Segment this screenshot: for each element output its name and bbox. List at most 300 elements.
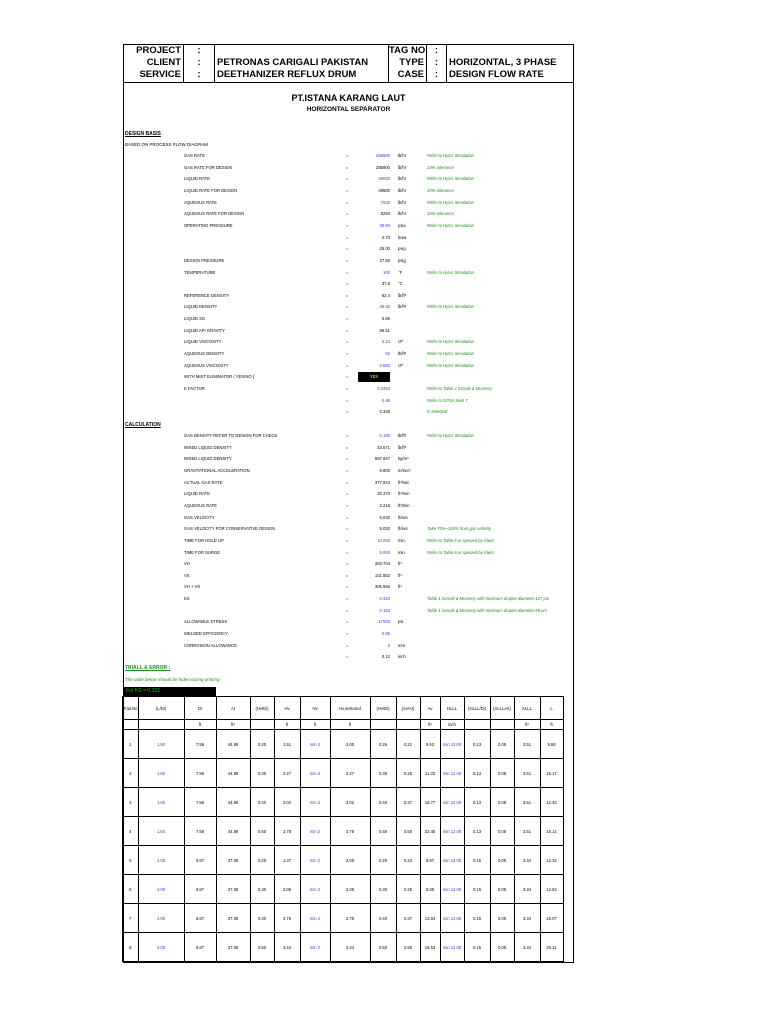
trial-cell: 1 <box>123 730 139 759</box>
trial-header-row <box>123 697 564 720</box>
trial-cell: min 2 <box>300 846 330 875</box>
trial-header-cell <box>490 720 514 730</box>
trial-cell: 6.87 <box>184 904 216 933</box>
design-basis-label: AQUEOUS VISCOSITY <box>184 362 229 368</box>
trial-cell: 12.34 <box>540 846 563 875</box>
trial-cell: 0.30 <box>250 759 274 788</box>
trial-cell: 0.13 <box>464 730 490 759</box>
trial-heading: TRIALL & ERROR : <box>125 665 171 671</box>
design-basis-label: K FACTOR <box>184 386 205 391</box>
design-basis-remark: 10% tolerance <box>427 164 454 170</box>
calculation-value: 697.947 <box>374 456 390 462</box>
design-basis-remark: 10% tolerance <box>427 187 454 193</box>
equals-sign: = <box>346 199 349 205</box>
trial-header-cell: (HLLL/Di) <box>464 697 490 720</box>
trial-cell: 0.08 <box>490 759 514 788</box>
ks-label-bar: For KS = 0.333 <box>124 687 216 696</box>
trial-cell: 2.06 <box>330 875 370 904</box>
design-basis-row <box>124 349 573 359</box>
trial-cell: min 2 <box>300 788 330 817</box>
calculation-unit: ft³/min <box>398 491 410 497</box>
trial-cell: 16.14 <box>540 817 563 846</box>
trial-cell: 2.75 <box>274 904 300 933</box>
calculation-remark: Refer to Table 6 or specied by client <box>427 549 494 555</box>
tag-no-value <box>449 45 573 57</box>
design-basis-note: BASED ON PROCESS FLOW DIAGRAM <box>125 142 209 147</box>
equals-sign: = <box>346 351 349 357</box>
calculation-row <box>124 536 573 546</box>
trial-cell: 2.00 <box>138 933 184 962</box>
equals-sign: = <box>346 304 349 310</box>
calculation-row <box>124 629 573 639</box>
equals-sign: = <box>346 537 349 543</box>
calculation-label: MIXED LIQUID DENSITY <box>184 456 232 462</box>
trial-cell: 5 <box>123 846 139 875</box>
design-basis-row <box>124 233 573 243</box>
calculation-label: GAS VELOCITY <box>184 514 215 520</box>
trial-cell: min 12.00 <box>440 846 464 875</box>
trial-header-cell: ft <box>300 720 330 730</box>
trial-cell: min 2 <box>300 875 330 904</box>
equals-sign: = <box>346 234 349 240</box>
trial-cell: 13.84 <box>420 904 440 933</box>
calculation-value: 0.190 <box>379 433 390 438</box>
trial-cell: 0.09 <box>490 933 514 962</box>
trial-cell: 1.50 <box>138 730 184 759</box>
design-basis-label: GAS RATE <box>184 153 205 158</box>
design-basis-unit: cP <box>398 362 403 368</box>
trial-row <box>123 875 564 904</box>
trial-cell: min 12.00 <box>440 933 464 962</box>
trial-cell: 37.06 <box>216 846 250 875</box>
document-subtitle: HORIZONTAL SEPARATOR <box>306 106 391 113</box>
design-basis-remark: Refer to Hysis Simulation <box>427 199 475 205</box>
trial-cell: 11.33 <box>420 759 440 788</box>
trial-cell: 0.15 <box>464 875 490 904</box>
calculation-value: 5.000 <box>379 549 390 555</box>
trial-cell: 3.44 <box>274 933 300 962</box>
design-basis-remark: Refer to Table 2 Svrcek & Monnery <box>427 386 493 391</box>
equals-sign: = <box>346 386 349 391</box>
trial-cell: 0.20 <box>250 730 274 759</box>
calculation-unit: min. <box>398 537 406 543</box>
trial-header-cell: (L/Di) <box>138 697 184 720</box>
calculation-remark: Table 1 Svrcek & Monnery with minimum droplet diameter 89 μm <box>427 607 547 613</box>
trial-cell: 0.26 <box>370 730 396 759</box>
calculation-label: VH <box>184 561 190 567</box>
trial-cell: min 2 <box>300 730 330 759</box>
trial-cell: 0.15 <box>464 846 490 875</box>
trial-header-cell: Hv <box>300 697 330 720</box>
calculation-label: LIQUID RATE <box>184 491 210 497</box>
calculation-value: 20.370 <box>377 491 390 497</box>
trial-cell: 2.06 <box>274 875 300 904</box>
trial-cell: 0.50 <box>250 933 274 962</box>
trial-header-row <box>123 720 564 730</box>
calculation-value: 377.924 <box>374 479 390 485</box>
trial-header-cell: ft² <box>514 720 540 730</box>
trial-cell: 3.02 <box>274 788 300 817</box>
equals-sign: = <box>346 176 349 182</box>
design-basis-row <box>124 163 573 173</box>
type-label: TYPE <box>399 57 424 68</box>
calculation-value: 0.85 <box>381 631 390 637</box>
trial-cell: 0.13 <box>464 759 490 788</box>
calculation-value: 101.852 <box>374 572 390 578</box>
colon: : <box>434 57 439 68</box>
calculation-value: 9.800 <box>379 467 390 473</box>
client-value: PETRONAS CARIGALI PAKISTAN <box>217 57 369 68</box>
design-basis-value: 0.65 <box>381 316 390 322</box>
trial-cell: 12.42 <box>540 788 563 817</box>
trial-row <box>123 846 564 875</box>
design-basis-label: LIQUID VISCOSITY <box>184 339 222 345</box>
design-basis-row <box>124 186 573 196</box>
trial-header-cell <box>396 720 420 730</box>
trial-cell: 3.51 <box>514 817 540 846</box>
trial-cell: 0.50 <box>396 817 420 846</box>
case-label: CASE <box>397 69 424 80</box>
trial-cell: 3.78 <box>330 817 370 846</box>
design-basis-row <box>124 372 573 382</box>
calculation-row <box>124 594 573 604</box>
design-basis-remark: Refer to Hysis Simulation <box>427 176 475 182</box>
calculation-value: 3 <box>387 642 390 648</box>
calculation-label: ACTUAL GAS RATE <box>184 479 223 485</box>
design-basis-row <box>124 256 573 266</box>
trial-header-cell <box>464 720 490 730</box>
calculation-label: GAS VELOCITY FOR CONSERVATIVE DESIGN <box>184 526 276 532</box>
calculation-unit: ft/sec <box>398 526 409 532</box>
equals-sign: = <box>346 561 349 567</box>
trial-cell: 3.34 <box>514 846 540 875</box>
trial-cell: min 2 <box>300 904 330 933</box>
design-basis-value: 285900 <box>376 153 390 158</box>
design-basis-value: 0.346 <box>379 409 390 415</box>
tag-no-label: TAG NO. <box>389 45 428 56</box>
trial-cell: 0.15 <box>464 904 490 933</box>
calculation-unit: mm <box>398 642 405 648</box>
trial-cell: 3.78 <box>274 817 300 846</box>
calculation-row <box>124 466 573 476</box>
design-basis-value: 25.00 <box>379 246 390 252</box>
trial-cell: 0.15 <box>464 933 490 962</box>
trial-header-cell: ft² <box>420 720 440 730</box>
design-basis-unit: °F <box>398 269 403 275</box>
trial-header-cell: inch <box>440 720 464 730</box>
equals-sign: = <box>346 281 349 287</box>
trial-header-cell: At <box>216 697 250 720</box>
trial-cell: 6.87 <box>184 933 216 962</box>
design-basis-row <box>124 326 573 336</box>
trial-row <box>123 933 564 962</box>
calculation-row <box>124 501 573 511</box>
trial-cell: 0.25 <box>396 875 420 904</box>
trial-cell: 44.89 <box>216 817 250 846</box>
design-basis-value: 62.4 <box>381 292 390 298</box>
trial-cell: 6 <box>123 875 139 904</box>
calculation-value: 0.12 <box>381 654 390 660</box>
calculation-row <box>124 571 573 581</box>
design-basis-row <box>124 407 573 417</box>
design-basis-label: TEMPERATURE <box>184 269 216 275</box>
calculation-unit: ft³ <box>398 584 402 590</box>
case-value: DESIGN FLOW RATE <box>449 69 544 80</box>
trial-cell: min 12.00 <box>440 904 464 933</box>
trial-cell: 2.00 <box>138 904 184 933</box>
trial-cell: 3.34 <box>514 875 540 904</box>
design-basis-label: GAS RATE FOR DESIGN <box>184 164 233 170</box>
design-basis-label: AQUEOUS RATE <box>184 199 217 205</box>
design-basis-row <box>124 337 573 347</box>
design-basis-value: 62 <box>385 351 390 357</box>
trial-header-cell: Av <box>420 697 440 720</box>
calculation-unit: min. <box>398 549 406 555</box>
design-basis-unit: barа <box>398 234 407 240</box>
colon: : <box>197 57 201 68</box>
design-basis-value: 0.24 <box>381 339 390 345</box>
design-basis-row <box>124 268 573 278</box>
trial-row <box>123 730 564 759</box>
trial-cell: 0.08 <box>490 817 514 846</box>
calculation-label: GAS DENSITY REFER TO DESIGN FOR CHECK <box>184 433 278 438</box>
calculation-row <box>124 641 573 651</box>
trial-cell: 6.87 <box>184 875 216 904</box>
calculation-label: KS <box>184 596 190 602</box>
design-basis-remark: Refer to Hysis Simulation <box>427 362 475 368</box>
equals-sign: = <box>346 526 349 532</box>
design-basis-value: 0.3464 <box>377 386 390 391</box>
trial-cell: 1.50 <box>138 788 184 817</box>
trial-cell: 15.07 <box>540 904 563 933</box>
trial-cell: 4 <box>123 817 139 846</box>
colon: : <box>434 45 439 56</box>
trial-cell: 7.56 <box>184 788 216 817</box>
calculation-value: 0.163 <box>379 607 390 613</box>
design-basis-unit: cP <box>398 339 403 345</box>
trial-cell: 0.40 <box>250 904 274 933</box>
trial-cell: 0.25 <box>396 759 420 788</box>
design-basis-row <box>124 151 573 161</box>
trial-row <box>123 759 564 788</box>
service-label: SERVICE <box>139 69 181 80</box>
datasheet <box>123 44 574 963</box>
calculation-unit: psi <box>398 619 404 625</box>
calculation-value: 10.000 <box>377 537 390 543</box>
trial-cell: 9.59 <box>540 730 563 759</box>
equals-sign: = <box>346 187 349 193</box>
trial-cell: min 2 <box>300 817 330 846</box>
trial-cell: 18.53 <box>420 933 440 962</box>
design-basis-unit: lb/hr <box>398 187 407 193</box>
trial-cell: 44.89 <box>216 788 250 817</box>
equals-sign: = <box>346 409 349 415</box>
trial-cell: 0.50 <box>370 817 396 846</box>
design-basis-heading: DESIGN BASIS <box>125 131 161 137</box>
trial-cell: 7.56 <box>184 759 216 788</box>
design-basis-label: LIQUID RATE FOR DESIGN <box>184 187 238 193</box>
trial-cell: 0.50 <box>250 817 274 846</box>
calculation-remark: Refer to Hysis Simulation <box>427 433 475 438</box>
equals-sign: = <box>346 433 349 438</box>
calculation-value: 305.556 <box>374 584 390 590</box>
header-left-labels <box>124 45 184 82</box>
trial-table <box>122 696 564 962</box>
equals-sign: = <box>346 596 349 602</box>
design-basis-row <box>124 384 573 394</box>
calculation-label: VH + VS <box>184 584 201 590</box>
equals-sign: = <box>346 327 349 333</box>
design-basis-unit: lb/ft³ <box>398 304 407 310</box>
design-basis-value: 40.50 <box>379 304 390 310</box>
design-basis-label: DESIGN PRESSURE <box>184 257 225 263</box>
calculation-row <box>124 454 573 464</box>
design-basis-remark: Refer to Hysis Simulation <box>427 153 475 158</box>
calculation-unit: lb/ft³ <box>398 444 407 450</box>
calculation-value: 0.333 <box>379 596 390 602</box>
trial-header-cell: ft² <box>216 720 250 730</box>
equals-sign: = <box>346 444 349 450</box>
design-basis-value: 285900 <box>376 164 390 170</box>
calculation-remark: Refer to Table 6 or specied by client <box>427 537 494 543</box>
trial-cell: 37.06 <box>216 933 250 962</box>
trial-cell: 6.87 <box>184 846 216 875</box>
design-basis-remark: K Selected <box>427 409 448 415</box>
trial-header-cell: Di <box>184 697 216 720</box>
design-basis-value: 45000 <box>378 176 390 182</box>
design-basis-remark: 10% tolerance <box>427 211 454 217</box>
calculation-value: 5.032 <box>379 526 390 532</box>
trial-cell: 0.30 <box>370 875 396 904</box>
design-basis-value: 37.8 <box>381 281 390 287</box>
equals-sign: = <box>346 607 349 613</box>
type-value: HORIZONTAL, 3 PHASE <box>449 57 557 68</box>
equals-sign: = <box>346 631 349 637</box>
equals-sign: = <box>346 269 349 275</box>
equals-sign: = <box>346 491 349 497</box>
design-basis-row <box>124 314 573 324</box>
design-basis-row <box>124 279 573 289</box>
design-basis-value: 39.50 <box>379 222 390 228</box>
header-block <box>124 45 573 83</box>
trial-cell: 0.37 <box>396 788 420 817</box>
calculation-remark: Table 1 Svrcek & Monnery with minimum droplet diameter 127 μm <box>427 596 550 602</box>
trial-cell: 3.51 <box>514 730 540 759</box>
trial-cell: 2.27 <box>330 759 370 788</box>
design-basis-label: LIQUID RATE <box>184 176 210 182</box>
design-basis-value: 86.51 <box>379 327 390 333</box>
design-basis-unit: psig <box>398 246 406 252</box>
design-basis-row <box>124 361 573 371</box>
design-basis-row <box>124 221 573 231</box>
trial-cell: 2.75 <box>330 904 370 933</box>
trial-header-cell: ft <box>184 720 216 730</box>
equals-sign: = <box>346 584 349 590</box>
trial-cell: 12.54 <box>540 875 563 904</box>
trial-cell: 7 <box>123 904 139 933</box>
design-basis-value: 100 <box>383 269 390 275</box>
trial-cell: 0.40 <box>370 788 396 817</box>
trial-cell: 0.09 <box>490 846 514 875</box>
trial-row <box>123 817 564 846</box>
design-basis-label: LIQUID SG <box>184 316 206 322</box>
design-basis-label: LIQUID DENSITY <box>184 304 218 310</box>
calculation-row <box>124 524 573 534</box>
trial-header-cell <box>250 720 274 730</box>
trial-header-cell: (ALLL/At) <box>490 697 514 720</box>
trial-cell: 1.50 <box>138 759 184 788</box>
design-basis-row <box>124 209 573 219</box>
calculation-row <box>124 559 573 569</box>
equals-sign: = <box>346 397 349 403</box>
calculation-row <box>124 582 573 592</box>
trial-cell: 20.11 <box>540 933 563 962</box>
trial-cell: 0.29 <box>370 846 396 875</box>
calculation-row <box>124 606 573 616</box>
trial-cell: 3.51 <box>514 788 540 817</box>
trial-cell: 2 <box>123 759 139 788</box>
trial-header-cell: (Av/At) <box>396 697 420 720</box>
equals-sign: = <box>346 619 349 625</box>
trial-cell: 22.45 <box>420 817 440 846</box>
calculation-label: AQUEOUS RATE <box>184 502 217 508</box>
trial-header-cell: HLLL <box>440 697 464 720</box>
company-name: PT.ISTANA KARANG LAUT <box>291 93 406 103</box>
equals-sign: = <box>346 514 349 520</box>
trial-cell: 0.13 <box>464 788 490 817</box>
trial-cell: min 12.00 <box>440 788 464 817</box>
trial-header-cell: Hv <box>274 697 300 720</box>
calculation-unit: lb/ft³ <box>398 433 407 438</box>
trial-cell: min 12.00 <box>440 730 464 759</box>
design-basis-remark: Refer to Hysis Simulation <box>427 351 475 357</box>
design-basis-unit: lb/hr <box>398 153 407 158</box>
calculation-label: MIXED LIQUID DENSITY <box>184 444 232 450</box>
design-basis-remark: Refer to Hysis Simulation <box>427 304 475 310</box>
header-right-colons <box>427 45 447 82</box>
trial-header-cell: ft <box>330 720 370 730</box>
trial-cell: 0.50 <box>396 933 420 962</box>
calculation-value: 203.704 <box>374 561 390 567</box>
design-basis-label: OPERATING PRESSURE <box>184 222 233 228</box>
calculation-value: 43.571 <box>377 444 390 450</box>
equals-sign: = <box>346 549 349 555</box>
design-basis-remark: Refer to Hysis Simulation <box>427 269 475 275</box>
calculation-row <box>124 548 573 558</box>
design-basis-remark: Refer to GPSA Sect 7 <box>427 397 468 403</box>
calculation-unit: kg/m³ <box>398 456 409 462</box>
calculation-label: ALLOWABLE STRESS <box>184 619 228 625</box>
calculation-row <box>124 443 573 453</box>
trial-header-cell <box>123 720 139 730</box>
design-basis-row <box>124 174 573 184</box>
design-basis-value: 8250 <box>380 211 390 217</box>
trial-cell: 15.17 <box>540 759 563 788</box>
equals-sign: = <box>346 642 349 648</box>
trial-header-cell <box>370 720 396 730</box>
trial-cell: 2.00 <box>138 846 184 875</box>
trial-header-cell: Hv,selected <box>330 697 370 720</box>
design-basis-unit: lb/hr <box>398 164 407 170</box>
calculation-remark: Take 75%~100% from gas velocity <box>427 526 492 532</box>
header-right-values <box>447 45 573 82</box>
design-basis-label: AQUEOUS DENSITY <box>184 351 225 357</box>
design-basis-row <box>124 198 573 208</box>
calculation-row <box>124 617 573 627</box>
design-basis-unit: psia <box>398 222 406 228</box>
trial-cell: 2.00 <box>138 875 184 904</box>
design-basis-value: 0.45 <box>381 397 390 403</box>
